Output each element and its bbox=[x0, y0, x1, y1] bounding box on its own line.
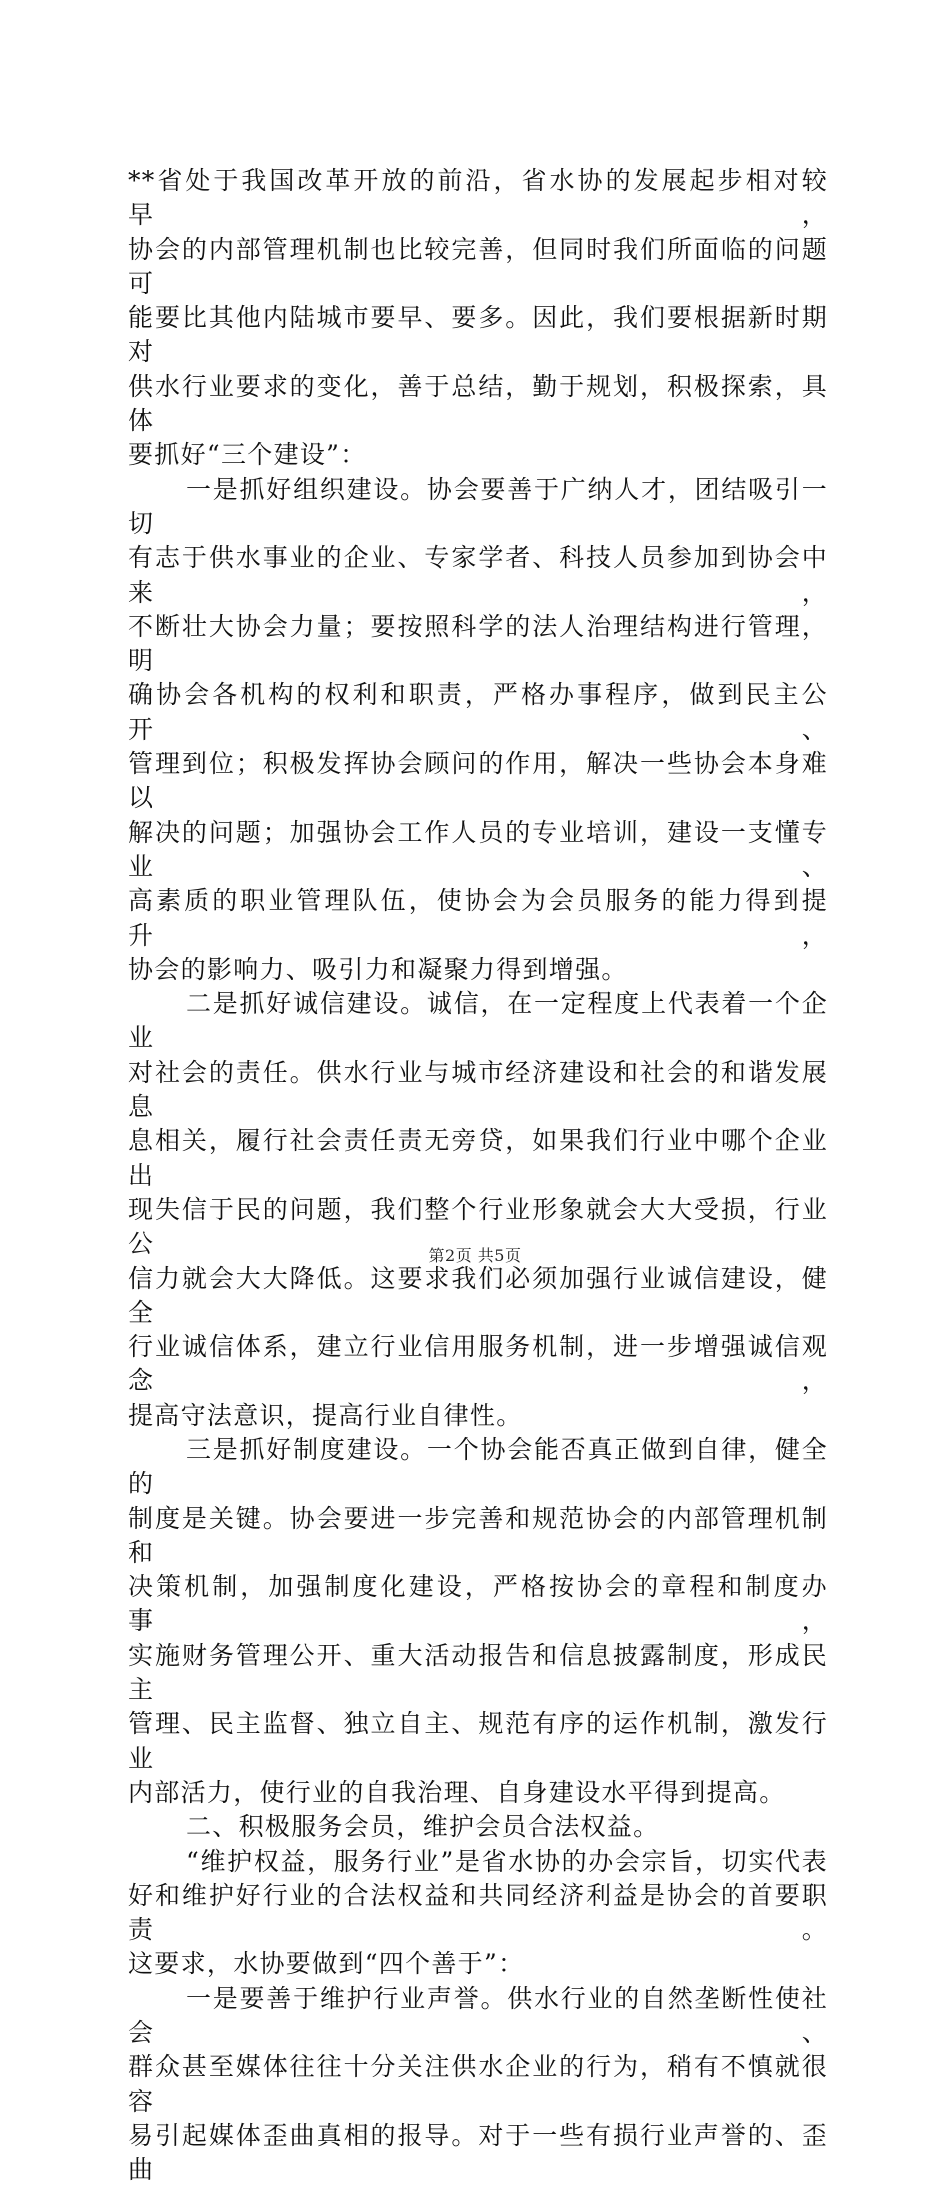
text-line: 行业诚信体系，建立行业信用服务机制，进一步增强诚信观念， bbox=[128, 1332, 828, 1396]
text-line: 三是抓好制度建设。一个协会能否真正做到自律，健全的 bbox=[128, 1434, 828, 1499]
text-line: 群众甚至媒体往往十分关注供水企业的行为，稍有不慎就很容 bbox=[128, 2052, 828, 2116]
paragraph-integrity bbox=[128, 987, 828, 1433]
text-line: **省处于我国改革开放的前沿，省水协的发展起步相对较早， bbox=[128, 166, 828, 230]
text-line: 管理到位；积极发挥协会顾问的作用，解决一些协会本身难以 bbox=[128, 749, 828, 813]
text-line: 信力就会大大降低。这要求我们必须加强行业诚信建设，健全 bbox=[128, 1263, 828, 1327]
text-line: 不断壮大协会力量；要按照科学的法人治理结构进行管理，明 bbox=[128, 611, 828, 676]
text-line: 供水行业要求的变化，善于总结，勤于规划，积极探索，具体 bbox=[128, 371, 828, 436]
text-line: 管理、民主监督、独立自主、规范有序的运作机制，激发行业 bbox=[128, 1709, 828, 1773]
text-line: 协会的影响力、吸引力和凝聚力得到增强。 bbox=[128, 954, 628, 984]
text-line: 确协会各机构的权利和职责，严格办事程序，做到民主公开、 bbox=[128, 680, 828, 744]
text-line: 能要比其他内陆城市要早、要多。因此，我们要根据新时期对 bbox=[128, 303, 828, 367]
text-line: 对社会的责任。供水行业与城市经济建设和社会的和谐发展息 bbox=[128, 1057, 828, 1122]
text-line: 决策机制，加强制度化建设，严格按协会的章程和制度办事， bbox=[128, 1572, 828, 1636]
text-line: 一是要善于维护行业声誉。供水行业的自然垄断性使社会、 bbox=[128, 1983, 828, 2048]
text-line: 协会的内部管理机制也比较完善，但同时我们所面临的问题可 bbox=[128, 234, 828, 298]
text-line: 内部活力，使行业的自我治理、自身建设水平得到提高。 bbox=[128, 1777, 786, 1807]
text-line: 有志于供水事业的企业、专家学者、科技人员参加到协会中来， bbox=[128, 543, 828, 607]
paragraph-organization bbox=[128, 473, 828, 987]
paragraph-reputation bbox=[128, 1982, 828, 2188]
page-number-footer: 第2页 共5页 bbox=[428, 1246, 522, 1265]
section-heading bbox=[128, 1810, 828, 1844]
document-body bbox=[128, 164, 828, 2188]
text-line: 高素质的职业管理队伍，使协会为会员服务的能力得到提升， bbox=[128, 886, 828, 950]
text-line: 二、积极服务会员，维护会员合法权益。 bbox=[186, 1812, 660, 1842]
paragraph-system bbox=[128, 1433, 828, 1810]
paragraph-purpose bbox=[128, 1845, 828, 1982]
paragraph-intro bbox=[128, 164, 828, 473]
text-line: 提高守法意识，提高行业自律性。 bbox=[128, 1400, 523, 1430]
text-line: 这要求，水协要做到“四个善于”： bbox=[128, 1949, 525, 1979]
text-line: 一是抓好组织建设。协会要善于广纳人才，团结吸引一切 bbox=[128, 474, 828, 538]
text-line: 制度是关键。协会要进一步完善和规范协会的内部管理机制和 bbox=[128, 1503, 828, 1567]
text-line: 息相关，履行社会责任责无旁贷，如果我们行业中哪个企业出 bbox=[128, 1126, 828, 1190]
text-line: 二是抓好诚信建设。诚信，在一定程度上代表着一个企业 bbox=[128, 989, 828, 1053]
text-line: 易引起媒体歪曲真相的报导。对于一些有损行业声誉的、歪曲 bbox=[128, 2120, 828, 2185]
text-line: 现失信于民的问题，我们整个行业形象就会大大受损，行业公 bbox=[128, 1194, 828, 1259]
text-line: 实施财务管理公开、重大活动报告和信息披露制度，形成民主 bbox=[128, 1640, 828, 1705]
text-line: 好和维护好行业的合法权益和共同经济利益是协会的首要职责。 bbox=[128, 1880, 828, 1945]
text-line: “维护权益，服务行业”是省水协的办会宗旨，切实代表 bbox=[186, 1846, 828, 1876]
text-line: 解决的问题；加强协会工作人员的专业培训，建设一支懂专业、 bbox=[128, 817, 828, 881]
text-line: 要抓好“三个建设”： bbox=[128, 440, 367, 470]
